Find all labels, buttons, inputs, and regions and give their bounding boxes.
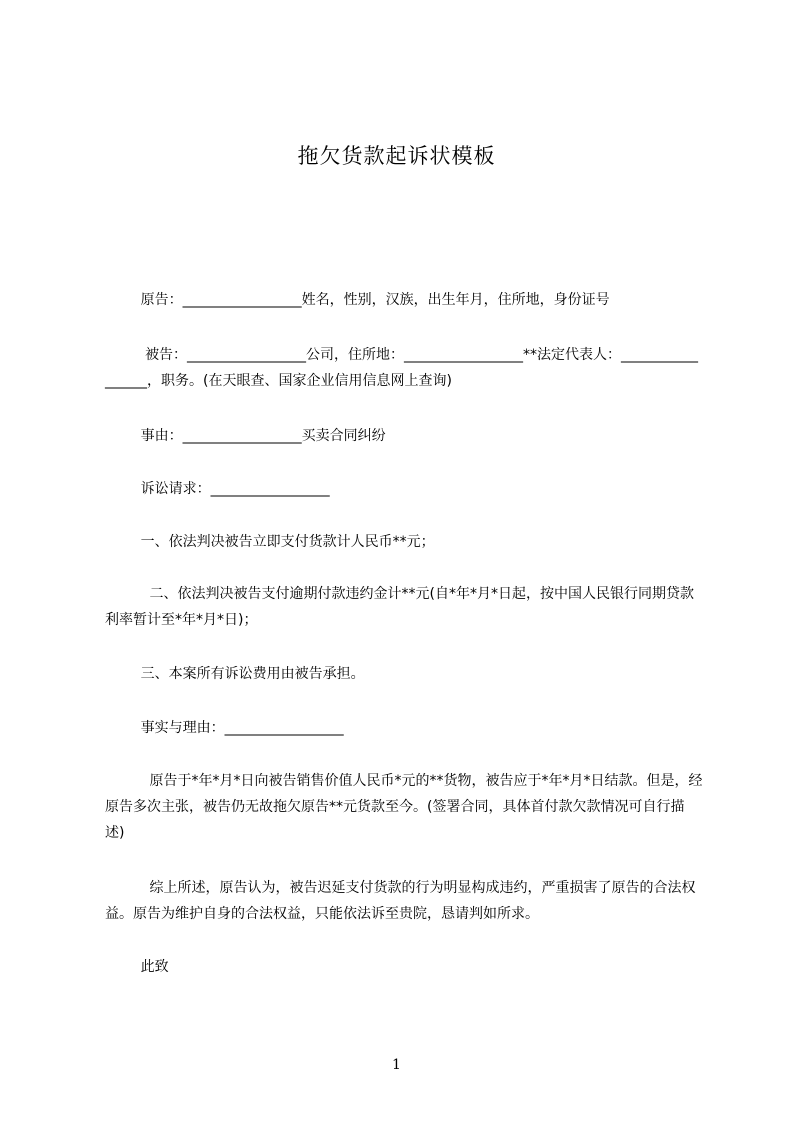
claim-item-3: 三、本案所有诉讼费用由被告承担。	[105, 666, 365, 682]
facts-paragraph: 原告于*年*月*日向被告销售价值人民币*元的**货物，被告应于*年*月*日结款。但是，经原告多次主张，被告仍无故拖欠原告**元货款至今。(签署合同，具体首付款欠款情况可自行描述)	[105, 773, 703, 841]
plaintiff-paragraph: 原告：_________________姓名，性别，汉族，出生年月，住所地，身份证号	[105, 292, 610, 308]
cause-paragraph: 事由：_________________买卖合同纠纷	[105, 428, 386, 444]
claim-item-1: 一、依法判决被告立即支付货款计人民币**元；	[105, 534, 435, 550]
defendant-paragraph: 被告：_________________公司，住所地：_________________**法定代表人：_________________，职务。(在天眼查、国家企业信用信息网上查询)	[105, 347, 699, 389]
page-number: 1	[392, 1057, 401, 1073]
claims-heading: 诉讼请求：_________________	[105, 481, 330, 497]
conclusion-paragraph: 综上所述，原告认为，被告迟延支付货款的行为明显构成违约，严重损害了原告的合法权益。原告为维护自身的合法权益，只能依法诉至贵院，恳请判如所求。	[105, 880, 696, 922]
document-title: 拖欠货款起诉状模板	[297, 144, 496, 168]
facts-heading: 事实与理由：_________________	[105, 720, 344, 736]
closing-salutation: 此致	[105, 959, 169, 975]
claim-item-2: 二、依法判决被告支付逾期付款违约金计**元(自*年*月*日起，按中国人民银行同期贷款利率暂计至*年*月*日)；	[105, 586, 694, 628]
